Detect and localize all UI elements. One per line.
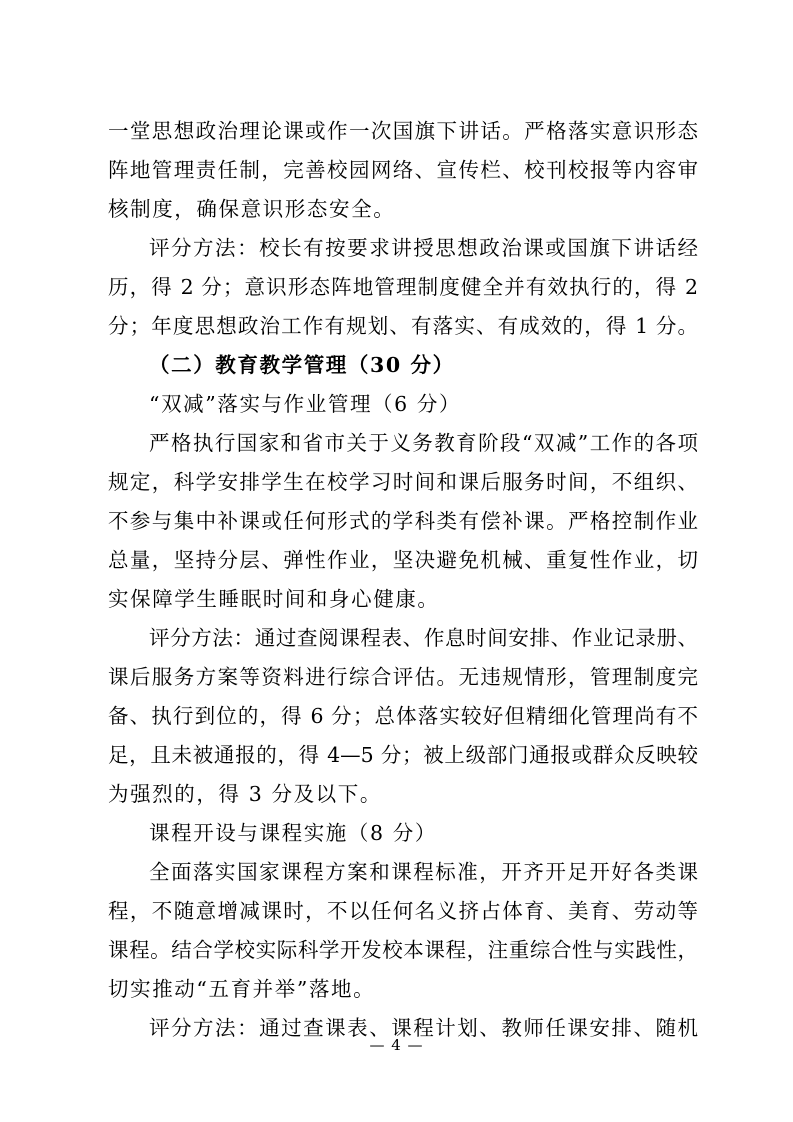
text-line: 备、执行到位的，得 6 分；总体落实较好但精细化管理尚有不 <box>108 704 698 728</box>
text-line: 程，不随意增减课时，不以任何名义挤占体育、美育、劳动等 <box>108 899 698 923</box>
section-heading: （二）教育教学管理（30 分） <box>149 353 455 377</box>
text-line: 总量，坚持分层、弹性作业，坚决避免机械、重复性作业，切 <box>108 548 698 572</box>
text-line: 规定，科学安排学生在校学习时间和课后服务时间，不组织、 <box>108 470 698 494</box>
text-line: 分；年度思想政治工作有规划、有落实、有成效的，得 1 分。 <box>108 314 698 338</box>
text-line: 一堂思想政治理论课或作一次国旗下讲话。严格落实意识形态 <box>108 119 698 143</box>
text-line: 评分方法：校长有按要求讲授思想政治课或国旗下讲话经 <box>149 236 698 260</box>
text-line: 课程。结合学校实际科学开发校本课程，注重综合性与实践性， <box>108 938 698 962</box>
text-line: 阵地管理责任制，完善校园网络、宣传栏、校刊校报等内容审 <box>108 158 698 182</box>
page-number: — 4 — <box>369 1036 424 1054</box>
text-line: 评分方法：通过查课表、课程计划、教师任课安排、随机 <box>149 1016 698 1040</box>
text-line: 为强烈的，得 3 分及以下。 <box>108 782 382 806</box>
text-line: 切实推动“五育并举”落地。 <box>108 977 376 1001</box>
text-line: 历，得 2 分；意识形态阵地管理制度健全并有效执行的，得 2 <box>108 275 698 299</box>
text-line: 实保障学生睡眠时间和身心健康。 <box>108 587 440 611</box>
subsection-heading: “双减”落实与作业管理（6 分） <box>149 392 462 416</box>
text-line: 全面落实国家课程方案和课程标准，开齐开足开好各类课 <box>149 860 698 884</box>
text-line: 足，且未被通报的，得 4—5 分；被上级部门通报或群众反映较 <box>108 743 698 767</box>
text-line: 课后服务方案等资料进行综合评估。无违规情形，管理制度完 <box>108 665 698 689</box>
text-line: 严格执行国家和省市关于义务教育阶段“双减”工作的各项 <box>149 431 698 455</box>
subsection-heading: 课程开设与课程实施（8 分） <box>149 821 437 845</box>
text-line: 不参与集中补课或任何形式的学科类有偿补课。严格控制作业 <box>108 509 698 533</box>
text-line: 核制度，确保意识形态安全。 <box>108 197 396 221</box>
document-body <box>108 112 698 1048</box>
text-line: 评分方法：通过查阅课程表、作息时间安排、作业记录册、 <box>149 626 698 650</box>
